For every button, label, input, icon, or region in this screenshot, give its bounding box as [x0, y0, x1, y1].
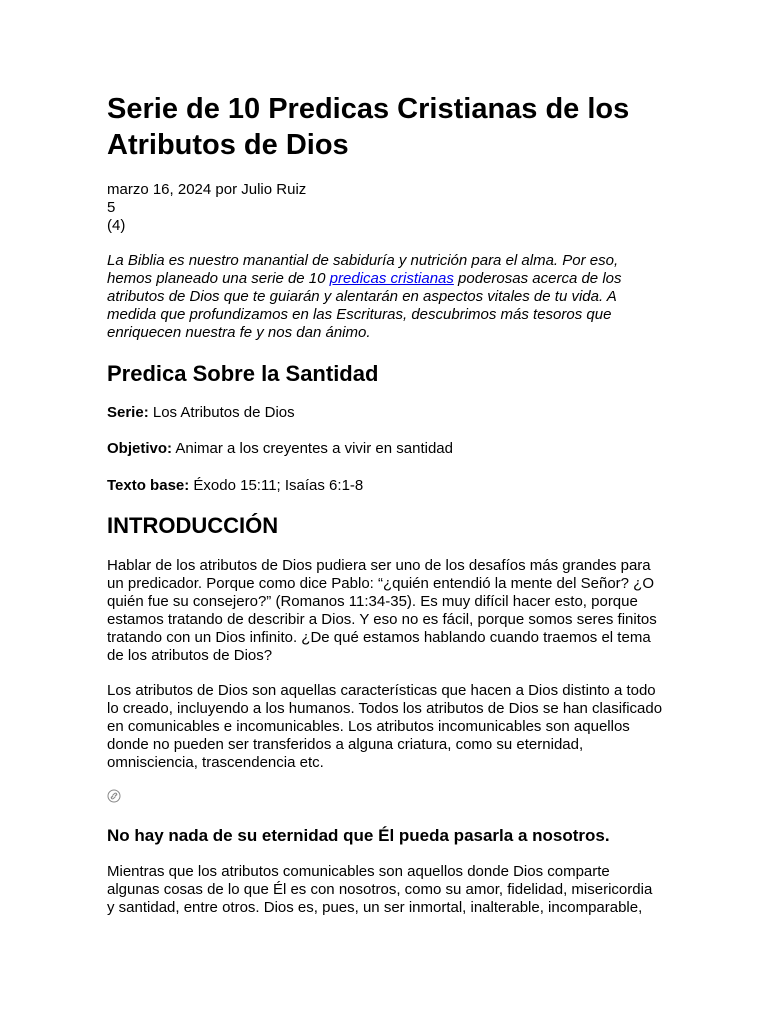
- date-author: marzo 16, 2024 por Julio Ruiz: [107, 181, 307, 198]
- field-serie-value: Los Atributos de Dios: [148, 404, 295, 421]
- article-title: Serie de 10 Predicas Cristianas de los Atributos de Dios: [107, 93, 630, 161]
- rating-value: 5: [107, 199, 116, 216]
- intro-paragraph: [107, 252, 663, 342]
- field-objetivo: [107, 440, 453, 458]
- body-paragraph-2: Los atributos de Dios son aquellas características que hacen a Dios distinto a todo lo creado, incluyendo a los humanos. Todos los atributos de Dios se han clasificado en comunicables e incomunicables. Los atributos incomunicables son aquellos donde no pueden ser transferidos a alguna criatura, como su eternidad, omnisciencia, trascendencia etc.: [107, 682, 663, 771]
- body-paragraph-1: Hablar de los atributos de Dios pudiera ser uno de los desafíos más grandes para un predicador. Porque como dice Pablo: “¿quién entendió la mente del Señor? ¿O quién fue su consejero?” (Romanos 11:34-35). Es muy difícil hacer esto, porque estamos tratando de describir a Dios. Y eso no es fácil, porque somos seres finitos tratando con un Dios infinito. ¿De qué estamos hablando cuando traemos el tema de los atributos de Dios?: [107, 557, 657, 664]
- field-objetivo-value: Animar a los creyentes a vivir en santidad: [172, 440, 453, 457]
- predicas-cristianas-link[interactable]: predicas cristianas: [329, 270, 454, 287]
- field-serie-label: Serie:: [107, 404, 149, 421]
- intro-text-after: poderosas acerca de los atributos de Dios que te guiarán y alentarán en aspectos vitales de tu vida. A medida que profundizamos en las Escrituras, descubrimos más tesoros que enriquecen nuestra fe y nos dan ánimo.: [107, 270, 622, 341]
- field-objetivo-label: Objetivo:: [107, 440, 173, 457]
- intro-text-before: La Biblia es nuestro manantial de sabiduría y nutrición para el alma. Por eso, hemos planeado una serie de 10: [107, 252, 619, 287]
- body-paragraph-3: Mientras que los atributos comunicables son aquellos donde Dios comparte algunas cosas de lo que Él es con nosotros, como su amor, fidelidad, misericordia y santidad, entre otros. Dios es, pues, un ser inmortal, inalterable, incomparable,: [107, 863, 653, 916]
- section-heading: Predica Sobre la Santidad: [107, 361, 379, 386]
- eternidad-subheading: No hay nada de su eternidad que Él pueda pasarla a nosotros.: [107, 826, 610, 845]
- field-texto-base: [107, 477, 363, 495]
- article-meta: [107, 181, 306, 235]
- field-texto-label: Texto base:: [107, 477, 190, 494]
- field-texto-value: Éxodo 15:11; Isaías 6:1-8: [189, 477, 364, 494]
- rating-votes: (4): [107, 217, 126, 234]
- introduccion-heading: INTRODUCCIÓN: [107, 513, 279, 538]
- embed-link-icon[interactable]: [107, 789, 121, 803]
- field-serie: [107, 404, 295, 422]
